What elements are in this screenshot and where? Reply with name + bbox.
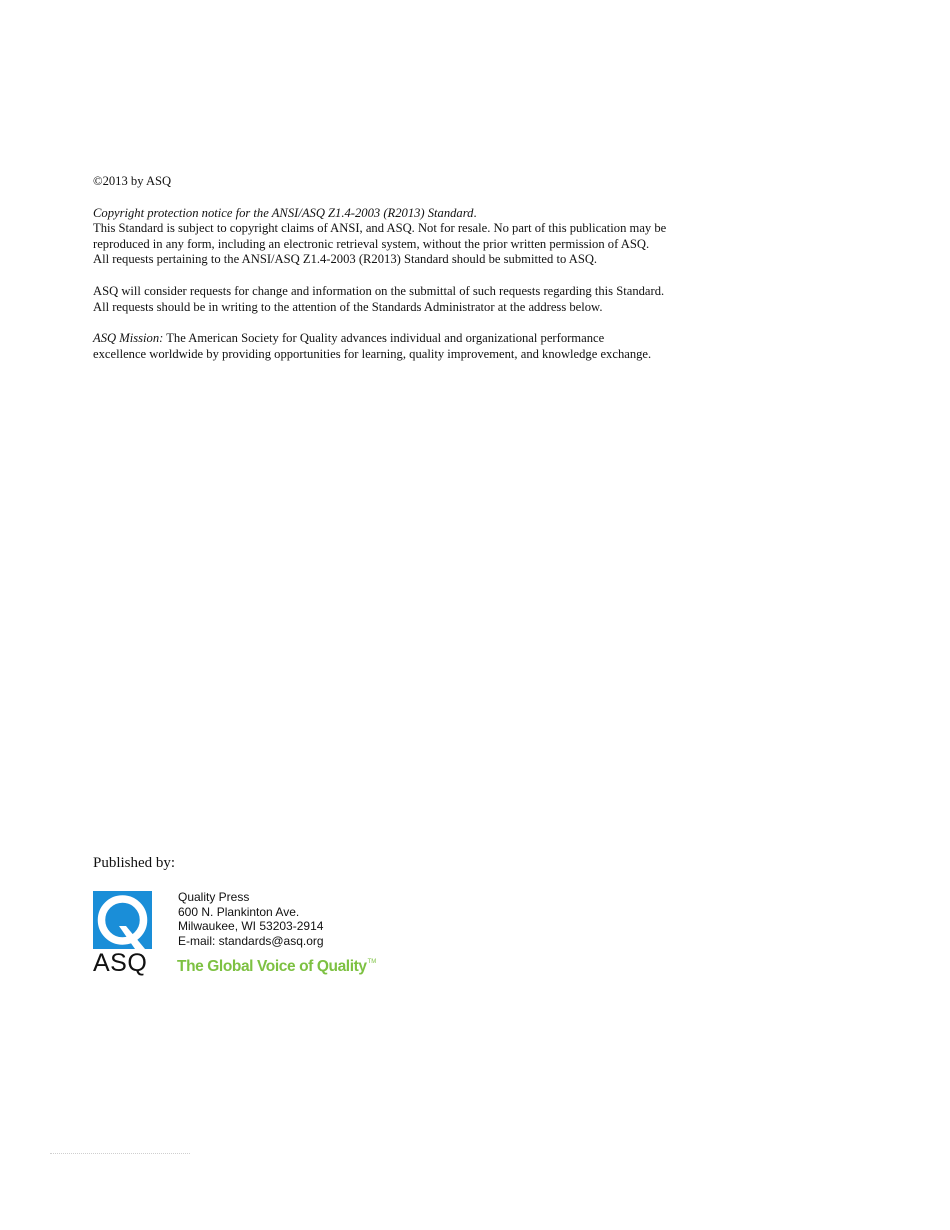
- q-logo-icon: [93, 891, 152, 949]
- mission-line-1: [93, 331, 793, 347]
- requests-line-2: All requests should be in writing to the attention of the Standards Administrator at the address below.: [93, 299, 603, 314]
- asq-logo: [93, 891, 153, 977]
- copyright-section: [93, 174, 793, 362]
- mission-line-2: excellence worldwide by providing opportunities for learning, quality improvement, and knowledge exchange.: [93, 346, 652, 361]
- publisher-address: [178, 890, 324, 948]
- copyright-line: ©2013 by ASQ: [93, 174, 172, 188]
- copyright-notice-title: Copyright protection notice for the ANSI/ASQ Z1.4-2003 (R2013) Standard.: [93, 205, 477, 220]
- published-by-label: Published by:: [93, 855, 176, 871]
- notice-title-text: Copyright protection notice for the ANSI/ASQ Z1.4-2003 (R2013) Standard: [93, 205, 474, 220]
- mission-label: ASQ Mission:: [93, 331, 164, 346]
- requests-line-1: ASQ will consider requests for change and information on the submittal of such requests regarding this Standard.: [93, 283, 665, 298]
- asq-logo-mark: [93, 891, 152, 949]
- tagline-text: The Global Voice of Quality: [177, 958, 367, 975]
- trademark-mark: TM: [367, 959, 377, 965]
- address-line-email: E-mail: standards@asq.org: [178, 933, 324, 948]
- address-line-3: Milwaukee, WI 53203-2914: [178, 919, 324, 934]
- address-line-2: 600 N. Plankinton Ave.: [178, 904, 300, 919]
- asq-logo-text: ASQ: [93, 949, 148, 977]
- notice-line-3: All requests pertaining to the ANSI/ASQ Z1.4-2003 (R2013) Standard should be submitted to ASQ.: [93, 252, 598, 267]
- address-line-1: Quality Press: [178, 890, 250, 904]
- notice-line-2: reproduced in any form, including an electronic retrieval system, without the prior written permission of ASQ.: [93, 236, 650, 251]
- footer-dotted-rule: [50, 1153, 190, 1157]
- asq-tagline: [177, 953, 376, 976]
- notice-line-1: This Standard is subject to copyright claims of ANSI, and ASQ. Not for resale. No part of this publication may be: [93, 221, 667, 236]
- mission-text-1: The American Society for Quality advances individual and organizational performance: [166, 331, 605, 346]
